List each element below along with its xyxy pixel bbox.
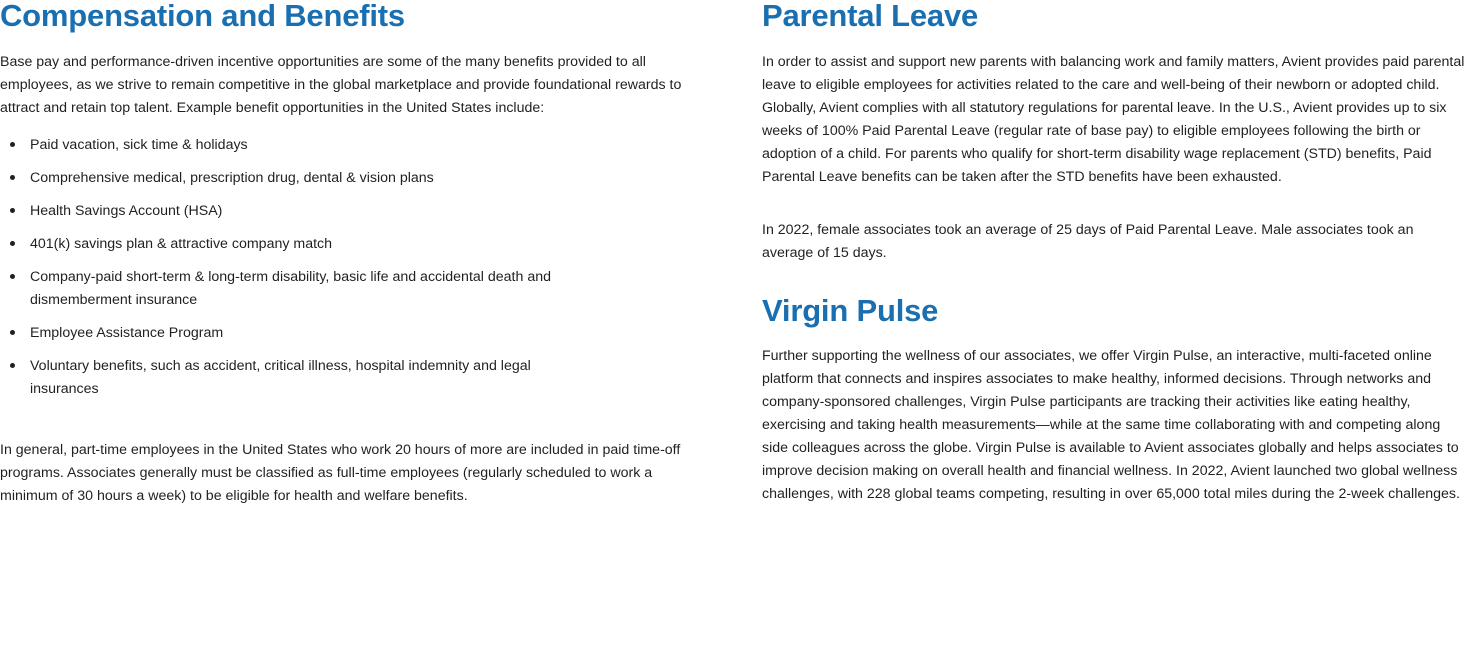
page-title-parental-leave: Parental Leave [762, 0, 979, 33]
bullet-dot-icon [10, 142, 15, 147]
bullet-dot-icon [10, 175, 15, 180]
bullet-dot-icon [10, 274, 15, 279]
page-title-virgin-pulse: Virgin Pulse [762, 292, 939, 328]
list-item [0, 167, 700, 190]
list-item-label: Comprehensive medical, prescription drug, dental & vision plans [30, 169, 434, 186]
compensation-intro-paragraph: Base pay and performance-driven incentive opportunities are some of the many benefits provided to all employees, as we strive to remain competitive in the global marketplace and provide foundational rewards to attract and retain top talent. Example benefit opportunities in the United States include: [0, 53, 682, 116]
spacer [762, 203, 1468, 219]
virgin-pulse-paragraph: Further supporting the wellness of our associates, we offer Virgin Pulse, an interactive, multi-faceted online platform that connects and inspires associates to make healthy, informed decisions. Through networks and company-sponsored challenges, Virgin Pulse participants are tracking their activities like eating healthy, exercising and taking health measurements—while at the same time collaborating with and competing along side colleagues across the globe. Virgin Pulse is available to Avient associates globally and helps associates to improve decision making on overall health and financial wellness. In 2022, Avient launched two global wellness challenges, with 228 global teams competing, resulting in over 65,000 total miles during the 2-week challenges. [762, 348, 1460, 503]
list-item-label: Paid vacation, sick time & holidays [30, 136, 248, 153]
list-item-label: Company-paid short-term & long-term disability, basic life and accidental death and dismemberment insurance [30, 268, 551, 308]
compensation-closing-paragraph: In general, part-time employees in the United States who work 20 hours of more are included in paid time-off programs. Associates generally must be classified as full-time employees (regularly scheduled to work a minimum of 30 hours a week) to be eligible for health and welfare benefits. [0, 441, 681, 504]
list-item [0, 233, 700, 256]
parental-leave-paragraph-2: In 2022, female associates took an average of 25 days of Paid Parental Leave. Male associates took an average of 15 days. [762, 221, 1414, 261]
parental-leave-paragraph-1: In order to assist and support new parents with balancing work and family matters, Avient provides paid parental leave to eligible employees for activities related to the care and well-being of their newborn or adopted child. Globally, Avient complies with all statutory regulations for parental leave. In the U.S., Avient provides up to six weeks of 100% Paid Parental Leave (regular rate of base pay) to eligible employees following the birth or adoption of a child. For parents who qualify for short-term disability wage replacement (STD) benefits, Paid Parental Leave benefits can be taken after the STD benefits have been exhausted. [762, 53, 1465, 185]
spacer [0, 411, 700, 439]
right-column [762, 0, 1468, 506]
list-item [0, 200, 700, 223]
page-title-compensation-and-benefits: Compensation and Benefits [0, 0, 405, 33]
bullet-dot-icon [10, 330, 15, 335]
list-item-label: 401(k) savings plan & attractive company match [30, 235, 333, 252]
list-item [0, 266, 700, 312]
list-item-label: Voluntary benefits, such as accident, critical illness, hospital indemnity and legal insurances [30, 357, 531, 397]
list-item [0, 134, 700, 157]
benefits-list [0, 134, 700, 401]
left-column [0, 0, 700, 508]
bullet-dot-icon [10, 208, 15, 213]
list-item [0, 355, 700, 401]
bullet-dot-icon [10, 241, 15, 246]
list-item-label: Employee Assistance Program [30, 324, 224, 341]
list-item [0, 322, 700, 345]
bullet-dot-icon [10, 363, 15, 368]
list-item-label: Health Savings Account (HSA) [30, 202, 223, 219]
